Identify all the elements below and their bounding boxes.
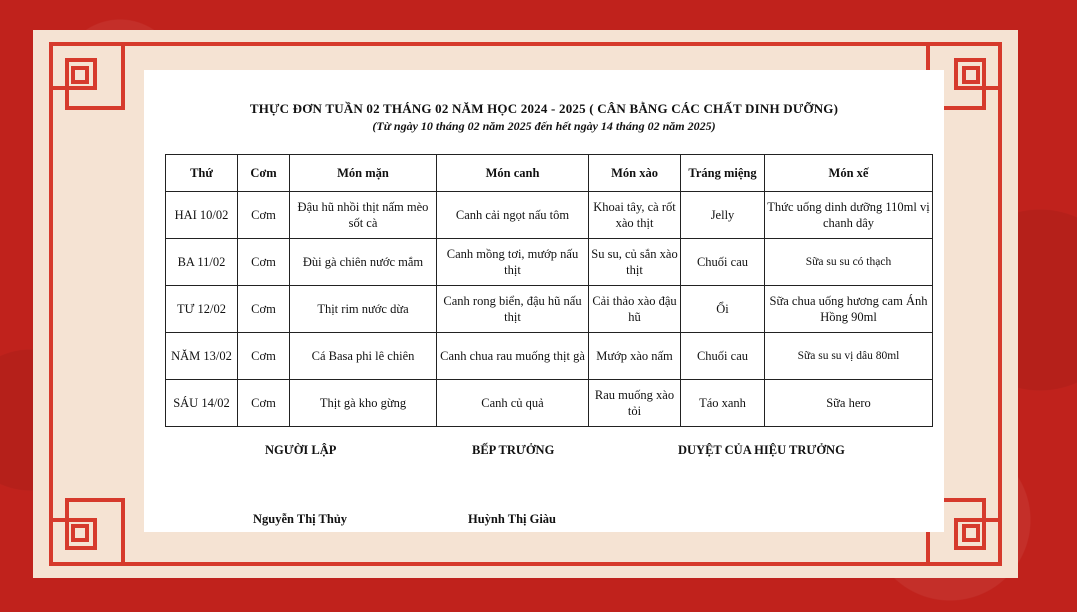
cell-snack: Sữa hero	[765, 380, 933, 427]
cell-day: BA 11/02	[166, 239, 238, 286]
cell-main-dish: Cá Basa phi lê chiên	[290, 333, 437, 380]
cell-rice: Cơm	[238, 239, 290, 286]
table-row	[166, 239, 933, 286]
cell-rice: Cơm	[238, 286, 290, 333]
header-rice: Cơm	[238, 155, 290, 192]
cell-dessert: Ổi	[681, 286, 765, 333]
page-subtitle: (Từ ngày 10 tháng 02 năm 2025 đến hết ngày 14 tháng 02 năm 2025)	[372, 119, 716, 133]
header-dessert: Tráng miệng	[681, 155, 765, 192]
cell-day: HAI 10/02	[166, 192, 238, 239]
table-row	[166, 380, 933, 427]
cell-soup: Canh rong biển, đậu hũ nấu thịt	[437, 286, 589, 333]
cell-dessert: Jelly	[681, 192, 765, 239]
cell-main-dish: Thịt gà kho gừng	[290, 380, 437, 427]
chef-title: BẾP TRƯỞNG	[472, 443, 555, 457]
cell-snack: Sữa su su có thạch	[765, 239, 933, 286]
cell-soup: Canh cải ngọt nấu tôm	[437, 192, 589, 239]
cell-dessert: Chuối cau	[681, 239, 765, 286]
table-row	[166, 333, 933, 380]
cell-snack: Sữa chua uống hương cam Ánh Hồng 90ml	[765, 286, 933, 333]
cell-soup: Canh chua rau muống thịt gà	[437, 333, 589, 380]
cell-snack: Thức uống dinh dưỡng 110ml vị chanh dây	[765, 192, 933, 239]
cell-main-dish: Thịt rim nước dừa	[290, 286, 437, 333]
preparer-title: NGƯỜI LẬP	[265, 443, 337, 457]
page-title: THỰC ĐƠN TUẦN 02 THÁNG 02 NĂM HỌC 2024 - 2025 ( CÂN BẰNG CÁC CHẤT DINH DƯỠNG)	[249, 101, 839, 116]
header-soup: Món canh	[437, 155, 589, 192]
cell-rice: Cơm	[238, 192, 290, 239]
table-row	[166, 192, 933, 239]
header-stir-fry: Món xào	[589, 155, 681, 192]
cell-main-dish: Đậu hũ nhồi thịt nấm mèo sốt cà	[290, 192, 437, 239]
cell-rice: Cơm	[238, 333, 290, 380]
cell-day: SÁU 14/02	[166, 380, 238, 427]
cell-day: TƯ 12/02	[166, 286, 238, 333]
cell-stir-fry: Su su, củ sắn xào thịt	[589, 239, 681, 286]
cell-rice: Cơm	[238, 380, 290, 427]
preparer-name: Nguyễn Thị Thủy	[253, 512, 348, 526]
cell-soup: Canh mồng tơi, mướp nấu thịt	[437, 239, 589, 286]
cell-day: NĂM 13/02	[166, 333, 238, 380]
header-day: Thứ	[166, 155, 238, 192]
cell-stir-fry: Rau muống xào tỏi	[589, 380, 681, 427]
table-row	[166, 286, 933, 333]
cell-dessert: Táo xanh	[681, 380, 765, 427]
cell-stir-fry: Cải thảo xào đậu hũ	[589, 286, 681, 333]
cell-soup: Canh củ quả	[437, 380, 589, 427]
cell-main-dish: Đùi gà chiên nước mắm	[290, 239, 437, 286]
header-main-dish: Món mặn	[290, 155, 437, 192]
table-header-row	[166, 155, 933, 192]
cell-stir-fry: Mướp xào nấm	[589, 333, 681, 380]
header-snack: Món xế	[765, 155, 933, 192]
principal-title: DUYỆT CỦA HIỆU TRƯỞNG	[678, 443, 845, 457]
menu-table	[165, 154, 933, 427]
cell-snack: Sữa su su vị dâu 80ml	[765, 333, 933, 380]
cell-stir-fry: Khoai tây, cà rốt xào thịt	[589, 192, 681, 239]
cell-dessert: Chuối cau	[681, 333, 765, 380]
chef-name: Huỳnh Thị Giàu	[468, 512, 557, 526]
